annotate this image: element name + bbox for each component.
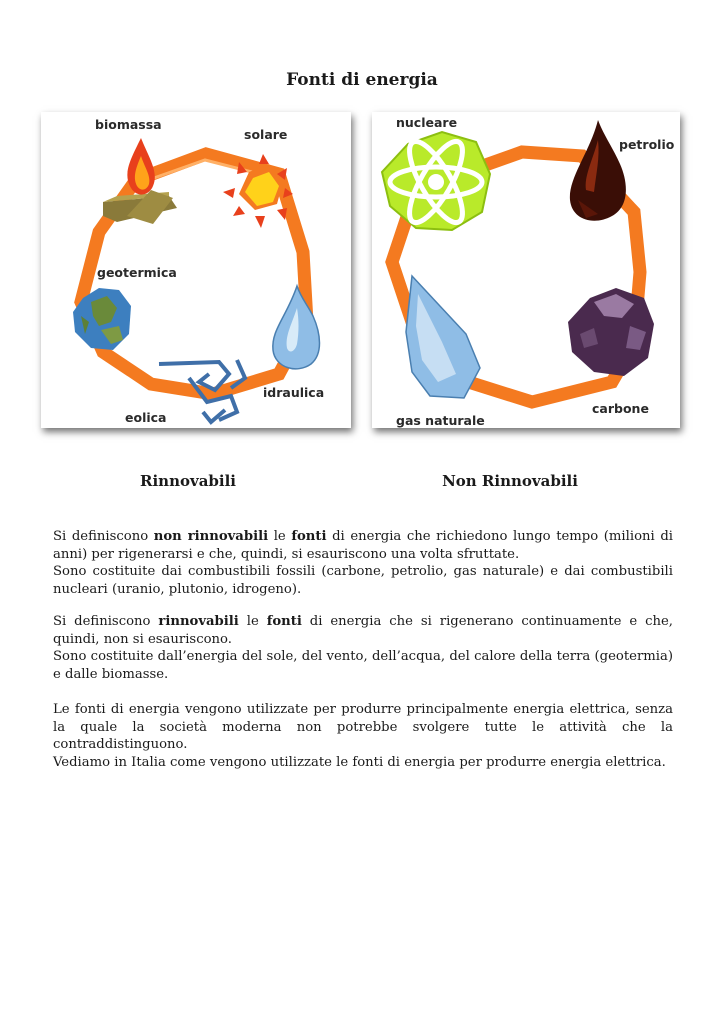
text-span: le (268, 529, 292, 544)
label-idraulica: idraulica (263, 385, 325, 400)
bold-term: fonti (291, 529, 327, 544)
label-carbone: carbone (592, 401, 649, 416)
paragraph-line: Vediamo in Italia come vengono utilizzate le fonti di energia per produrre energia elettrica. (53, 754, 666, 770)
label-biomassa: biomassa (95, 117, 162, 132)
text-span: Si definiscono (53, 529, 154, 544)
text-span: di energia che si rigenerano continuamente e che, quindi, non si esauriscono. (53, 614, 674, 647)
caption-non-renewable: Non Rinnovabili (442, 472, 578, 490)
label-solare: solare (244, 127, 288, 142)
bold-term: non rinnovabili (153, 529, 269, 544)
bold-term: fonti (266, 614, 302, 629)
biomass-icon (103, 138, 177, 224)
label-gas-naturale: gas naturale (396, 413, 485, 428)
text-span: Si definiscono (53, 614, 159, 629)
gas-flame-icon (406, 276, 480, 398)
text-span: di energia che richiedono lungo tempo (milioni di anni) per rigenerarsi e che, quindi, si esauriscono una volta sfruttate. (53, 529, 674, 562)
paragraph-line (53, 613, 673, 648)
oil-drop-icon (570, 120, 626, 221)
label-geotermica: geotermica (97, 265, 177, 280)
label-petrolio: petrolio (619, 137, 675, 152)
renewable-sources-diagram (41, 112, 351, 428)
atom-icon (382, 132, 490, 230)
non-renewable-sources-diagram (372, 112, 680, 428)
coal-icon (568, 288, 654, 376)
page-title: Fonti di energia (286, 70, 438, 90)
paragraph-line (53, 528, 673, 563)
paragraph-renewable (53, 613, 673, 683)
label-eolica: eolica (125, 410, 167, 425)
paragraph-line: Sono costituite dall’energia del sole, del vento, dell’acqua, del calore della terra (geotermia) e dalle biomasse. (53, 649, 673, 682)
label-nucleare: nucleare (396, 115, 458, 130)
paragraph-non-renewable (53, 528, 673, 598)
text-span: le (238, 614, 267, 629)
paragraph-line: Sono costituite dai combustibili fossili (carbone, petrolio, gas naturale) e dai combustibili nucleari (uranio, plutonio, idrogeno). (53, 564, 673, 597)
paragraph-line: Le fonti di energia vengono utilizzate per produrre principalmente energia elettrica, senza la quale la società moderna non potrebbe svolgere tutte le attività che la contraddistinguono. (53, 702, 673, 752)
water-drop-icon (273, 286, 320, 369)
caption-renewable: Rinnovabili (140, 472, 236, 490)
bold-term: rinnovabili (158, 614, 239, 629)
paragraph-electricity (53, 701, 673, 771)
